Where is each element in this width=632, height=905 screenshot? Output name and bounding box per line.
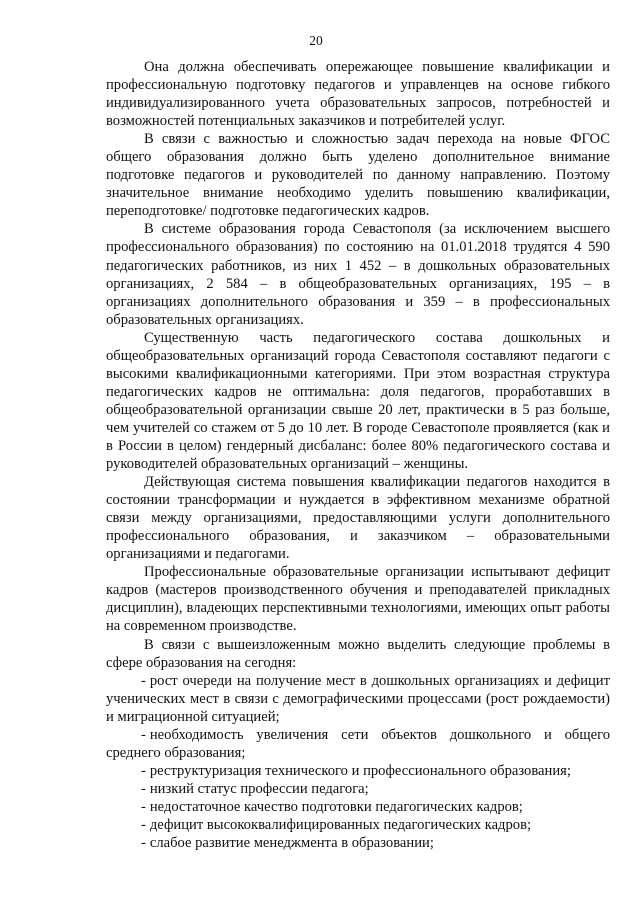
problem-text: низкий статус профессии педагога;	[149, 780, 369, 797]
problems-list	[106, 672, 610, 852]
problem-item	[106, 726, 610, 762]
problem-text: рост очереди на получение мест в дошкольных организациях и дефицит ученических мест в связи с демографическими процессами (рост рождаемости) и миграционной ситуацией;	[106, 672, 610, 725]
bullet-marker: -	[141, 672, 146, 689]
problem-text: дефицит высококвалифицированных педагогических кадров;	[149, 816, 532, 833]
paragraph-4: Существенную часть педагогического состава дошкольных и общеобразовательных организаций города Севастополя составляют педагоги с высокими квалификационными категориями. При этом возрастная структура педагогических кадров не оптимальна: доля педагогов, проработавших в общеобразовательной организации свыше 20 лет, практически в 5 раз больше, чем учителей со стажем от 5 до 10 лет. В городе Севастополе проявляется (как и в России в целом) гендерный дисбаланс: более 80% педагогического состава и руководителей образовательных организаций – женщины.	[106, 329, 610, 473]
bullet-marker: -	[141, 798, 146, 815]
paragraph-5: Действующая система повышения квалификации педагогов находится в состоянии трансформации и нуждается в эффективном механизме обратной связи между организациями, предоставляющими услуги дополнительного профессионального образования, и заказчиком – образовательными организациями и педагогами.	[106, 474, 610, 563]
problem-item	[106, 762, 610, 780]
bullet-marker: -	[141, 726, 146, 743]
paragraph-2: В связи с важностью и сложностью задач перехода на новые ФГОС общего образования должно быть уделено дополнительное внимание подготовке педагогов и руководителей по данному направлению. Поэтому значительное внимание необходимо уделить повышению квалификации, переподготовке/ подготовке педагогических кадров.	[106, 131, 610, 220]
paragraph-7: В связи с вышеизложенным можно выделить следующие проблемы в сфере образования на сегодня:	[106, 636, 610, 671]
problem-text: реструктуризация технического и профессионального образования;	[149, 762, 571, 779]
problem-item	[106, 780, 610, 798]
problem-item	[106, 798, 610, 816]
paragraph-3: В системе образования города Севастополя (за исключением высшего профессионального образования) по состоянию на 01.01.2018 трудятся 4 590 педагогических работников, из них 1 452 – в дошкольных образовательных организациях, 2 584 – в общеобразовательных организациях, 195 – в организациях дополнительного образования и 359 – в профессиональных образовательных организациях.	[106, 221, 610, 328]
document-body	[106, 58, 610, 852]
bullet-marker: -	[141, 835, 146, 852]
paragraph-6: Профессиональные образовательные организации испытывают дефицит кадров (мастеров производственного обучения и преподавателей прикладных дисциплин), владеющих перспективными технологиями, имеющих опыт работы на современном производстве.	[106, 564, 610, 635]
paragraph-1: Она должна обеспечивать опережающее повышение квалификации и профессиональную подготовку педагогов и управленцев на основе гибкого индивидуализированного учета образовательных запросов, потребностей и возможностей потенциальных заказчиков и потребителей услуг.	[106, 59, 610, 130]
bullet-marker: -	[141, 780, 146, 797]
problem-text: слабое развитие менеджмента в образовании;	[149, 835, 434, 852]
problem-item	[106, 672, 610, 726]
bullet-marker: -	[141, 816, 146, 833]
problem-item	[106, 816, 610, 834]
problem-text: недостаточное качество подготовки педагогических кадров;	[149, 798, 523, 815]
bullet-marker: -	[141, 762, 146, 779]
page-number: 20	[309, 33, 323, 48]
problem-item	[106, 834, 610, 852]
problem-text: необходимость увеличения сети объектов дошкольного и общего среднего образования;	[106, 726, 610, 761]
